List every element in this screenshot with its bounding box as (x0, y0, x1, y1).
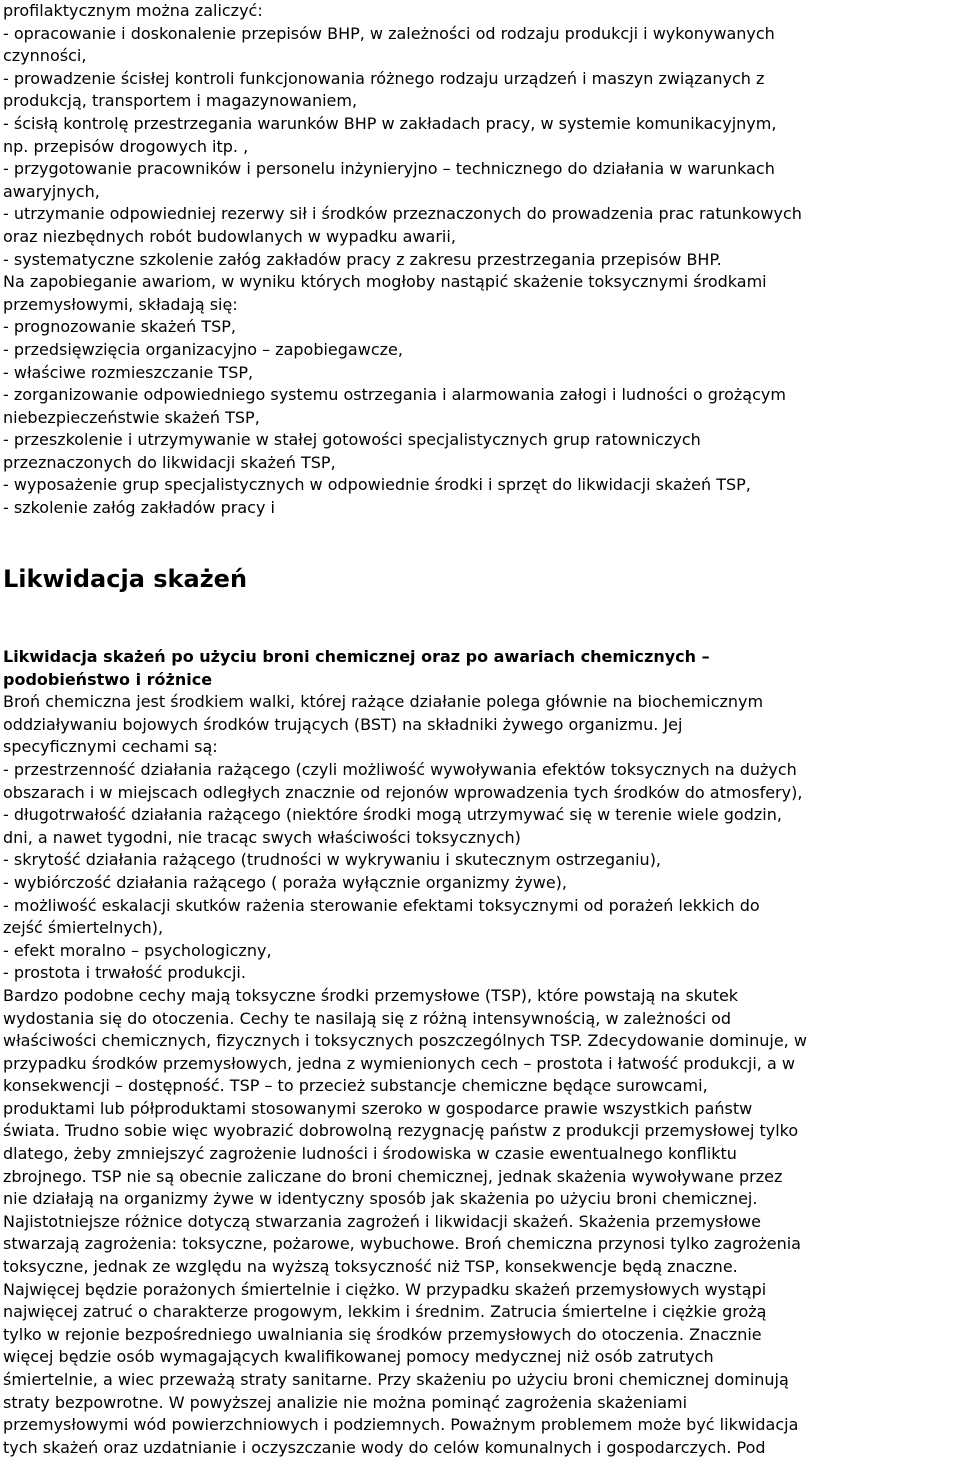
text-line: przemysłowymi, składają się: (3, 294, 238, 314)
text-line: - szkolenie załóg zakładów pracy i (3, 498, 275, 518)
text-line: - efekt moralno – psychologiczny, (3, 940, 272, 960)
text-line: - właściwe rozmieszczanie TSP, (3, 362, 254, 382)
text-line: wydostania się do otoczenia. Cechy te nasilają się z różną intensywnością, w zależności od (3, 1008, 732, 1028)
text-line: zejść śmiertelnych), (3, 918, 164, 938)
text-line: - prognozowanie skażeń TSP, (3, 317, 236, 337)
text-line: zbrojnego. TSP nie są obecnie zaliczane do broni chemicznej, jednak skażenia wywoływane przez (3, 1166, 783, 1186)
text-line: obszarach i w miejscach odległych znacznie od rejonów wprowadzenia tych środków do atmosfery), (3, 782, 803, 802)
text-line: oddziaływaniu bojowych środków trujących (BST) na składniki żywego organizmu. Jej (3, 714, 683, 734)
text-line: - prostota i trwałość produkcji. (3, 963, 246, 983)
text-line: konsekwencji – dostępność. TSP – to przecież substancje chemiczne będące surowcami, (3, 1076, 708, 1096)
text-line: Najistotniejsze różnice dotyczą stwarzania zagrożeń i likwidacji skażeń. Skażenia przemysłowe (3, 1211, 761, 1231)
text-line: - skrytość działania rażącego (trudności w wykrywaniu i skutecznym ostrzeganiu), (3, 850, 662, 870)
text-line: - przestrzenność działania rażącego (czyli możliwość wywoływania efektów toksycznych na dużych (3, 759, 797, 779)
text-line: - długotrwałość działania rażącego (niektóre środki mogą utrzymywać się w terenie wiele godzin, (3, 805, 782, 825)
text-line: przypadku środków przemysłowych, jedna z wymienionych cech – prostota i łatwość produkcji, a w (3, 1053, 795, 1073)
prevention-section (3, 0, 802, 520)
text-line: - wyposażenie grup specjalistycznych w odpowiednie środki i sprzęt do likwidacji skażeń TSP, (3, 475, 751, 495)
text-line: - opracowanie i doskonalenie przepisów BHP, w zależności od rodzaju produkcji i wykonywanych (3, 23, 775, 43)
text-line: specyficznymi cechami są: (3, 737, 218, 757)
text-line: - wybiórczość działania rażącego ( poraża wyłącznie organizmy żywe), (3, 872, 567, 892)
text-line: - systematyczne szkolenie załóg zakładów pracy z zakresu przestrzegania przepisów BHP. (3, 249, 722, 269)
text-line: właściwości chemicznych, fizycznych i toksycznych poszczególnych TSP. Zdecydowanie dominuje, w (3, 1031, 807, 1051)
text-line: świata. Trudno sobie więc wyobrazić dobrowolną rezygnację państw z produkcji przemysłowej tylko (3, 1121, 799, 1141)
text-line: nie działają na organizmy żywe w identyczny sposób jak skażenia po użyciu broni chemicznej. (3, 1189, 758, 1209)
text-line: tych skażeń oraz uzdatnianie i oczyszczanie wody do celów komunalnych i gospodarczych. Pod (3, 1437, 766, 1457)
text-line: produkcją, transportem i magazynowaniem, (3, 91, 358, 111)
text-line: czynności, (3, 46, 87, 66)
text-line: awaryjnych, (3, 181, 100, 201)
text-line: niebezpieczeństwie skażeń TSP, (3, 407, 260, 427)
text-line: więcej będzie osób wymagających kwalifikowanej pomocy medycznej niż osób zatrutych (3, 1347, 714, 1367)
text-line: - zorganizowanie odpowiedniego systemu ostrzegania i alarmowania załogi i ludności o grożącym (3, 385, 786, 405)
text-line: stwarzają zagrożenia: toksyczne, pożarowe, wybuchowe. Broń chemiczna przynosi tylko zagrożenia (3, 1234, 801, 1254)
text-line: Broń chemiczna jest środkiem walki, której rażące działanie polega głównie na biochemicznym (3, 692, 764, 712)
text-line: Na zapobieganie awariom, w wyniku których mogłoby nastąpić skażenie toksycznymi środkami (3, 272, 767, 292)
text-line: śmiertelnie, a wiec przeważą straty sanitarne. Przy skażeniu po użyciu broni chemicznej dominują (3, 1370, 789, 1389)
text-line: Najwięcej będzie porażonych śmiertelnie i ciężko. W przypadku skażeń przemysłowych wystąpi (3, 1279, 767, 1299)
text-line: - ścisłą kontrolę przestrzegania warunków BHP w zakładach pracy, w systemie komunikacyjnym, (3, 113, 777, 133)
section-title: Likwidacja skażeń (3, 565, 248, 593)
text-line: toksyczne, jednak ze względu na wyższą toksyczność niż TSP, konsekwencje będą znaczne. (3, 1257, 738, 1277)
text-line: profilaktycznym można zaliczyć: (3, 1, 263, 20)
text-line: dlatego, żeby zmniejszyć zagrożenie ludności i środowiska w czasie ewentualnego konfliktu (3, 1144, 737, 1164)
text-line: - przygotowanie pracowników i personelu inżynieryjno – technicznego do działania w warunkach (3, 159, 775, 179)
text-line: - możliwość eskalacji skutków rażenia sterowanie efektami toksycznymi od porażeń lekkich do (3, 895, 760, 915)
text-line: oraz niezbędnych robót budowlanych w wypadku awarii, (3, 226, 456, 246)
subheading-line: Likwidacja skażeń po użyciu broni chemicznej oraz po awariach chemicznych – (3, 647, 710, 666)
subheading-line: podobieństwo i różnice (3, 669, 213, 689)
text-line: przeznaczonych do likwidacji skażeń TSP, (3, 452, 336, 472)
text-line: - przeszkolenie i utrzymywanie w stałej gotowości specjalistycznych grup ratowniczych (3, 430, 701, 450)
text-line: - utrzymanie odpowiedniej rezerwy sił i środków przeznaczonych do prowadzenia prac ratunkowych (3, 204, 802, 224)
text-line: - przedsięwzięcia organizacyjno – zapobiegawcze, (3, 339, 403, 359)
text-line: np. przepisów drogowych itp. , (3, 136, 249, 156)
text-line: produktami lub półproduktami stosowanymi szeroko w gospodarce prawie wszystkich państw (3, 1098, 753, 1118)
text-line: straty bezpowrotne. W powyższej analizie nie można pominąć zagrożenia skażeniami (3, 1392, 688, 1412)
text-line: najwięcej zatruć o charakterze progowym, lekkim i średnim. Zatrucia śmiertelne i ciężkie grożą (3, 1302, 767, 1322)
text-line: dni, a nawet tygodni, nie tracąc swych właściwości toksycznych) (3, 827, 521, 847)
chemical-section (3, 646, 807, 1459)
text-line: tylko w rejonie bezpośredniego uwalniania się środków przemysłowych do otoczenia. Znacznie (3, 1324, 762, 1344)
text-line: Bardzo podobne cechy mają toksyczne środki przemysłowe (TSP), które powstają na skutek (3, 985, 739, 1005)
text-line: - prowadzenie ścisłej kontroli funkcjonowania różnego rodzaju urządzeń i maszyn związanych z (3, 68, 765, 88)
text-line: przemysłowymi wód powierzchniowych i podziemnych. Poważnym problemem może być likwidacja (3, 1415, 799, 1435)
